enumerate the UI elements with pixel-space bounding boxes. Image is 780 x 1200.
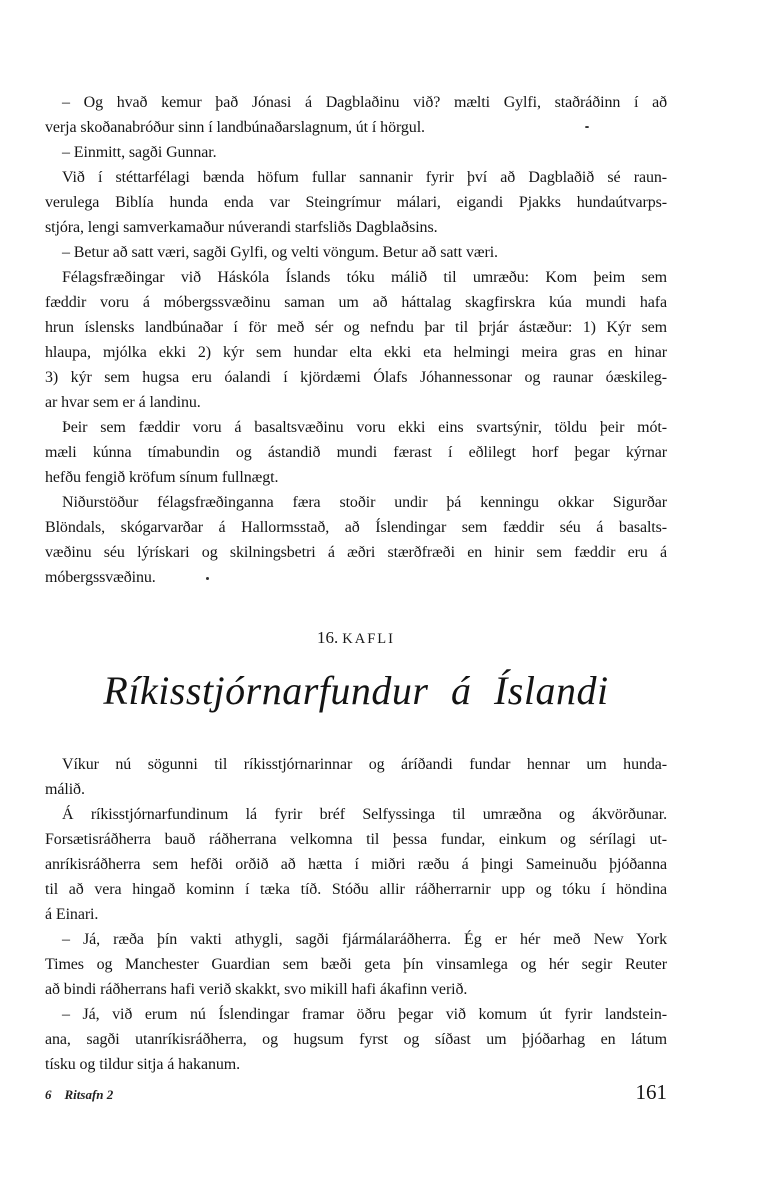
text-line: anríkisráðherra sem hefði orðið að hætta í miðri ræðu á þingi Sameinuðu þjóðanna [45,856,667,873]
text-line: Við í stéttarfélagi bænda höfum fullar sannanir fyrir því að Dagblaðið sé raun- [62,169,667,186]
text-line: að bindi ráðherrans hafi verið skakkt, svo mikill hafi ákafinn verið. [45,981,468,998]
text-line: verulega Biblía hunda enda var Steingrímur málari, eigandi Pjakks hundaútvarps- [45,194,667,211]
text-line: 3) kýr sem hugsa eru óalandi í kjördæmi Ólafs Jóhannessonar og raunar óæskileg- [45,369,667,386]
text-line: tísku og tildur sitja á hakanum. [45,1056,240,1073]
text-line: Þeir sem fæddir voru á basaltsvæðinu voru ekki eins svartsýnir, töldu þeir mót- [62,419,667,436]
body-text-top [45,90,667,590]
page-number: 161 [635,1080,667,1104]
text-line: fæddir voru á móbergssvæðinu saman um að háttalag skagfirskra kúa mundi hafa [45,294,667,311]
chapter-number: 16. [317,628,339,647]
text-line: málið. [45,781,85,798]
text-line: Blöndals, skógarvarðar á Hallormsstað, að Íslendingar sem fæddir séu á basalts- [45,519,667,536]
text-line: væðinu séu lýrískari og skilningsbetri á æðri stærðfræði en hinir sem fæddir eru á [45,544,667,561]
text-line: hrun íslensks landbúnaðar í för með sér og nefndu þar til þrjár ástæður: 1) Kýr sem [45,319,667,336]
body-text-bottom [45,752,667,1077]
text-line: Víkur nú sögunni til ríkisstjórnarinnar og áríðandi fundar hennar um hunda- [62,756,667,773]
text-line: til að vera hingað kominn í tæka tíð. Stóðu allir ráðherrarnir upp og tóku í höndina [45,881,667,898]
text-line: – Betur að satt væri, sagði Gylfi, og velti vöngum. Betur að satt væri. [62,244,498,261]
signature-mark: 6 [45,1087,52,1102]
text-line: mæli kúnna tímabundin og ástandið mundi færast í eðlilegt horf þegar kýrnar [45,444,667,461]
scan-speck [585,126,589,128]
text-line: ar hvar sem er á landinu. [45,394,201,411]
text-line: – Já, við erum nú Íslendingar framar öðru þegar við komum út fyrir landstein- [62,1006,667,1023]
chapter-title: Ríkisstjórnarfundur á Íslandi [103,668,609,713]
text-line: Á ríkisstjórnarfundinum lá fyrir bréf Selfyssinga til umræðna og ákvörðunar. [62,806,667,823]
text-line: móbergssvæðinu. [45,569,156,586]
chapter-label: KAFLI [342,631,395,647]
text-line: Félagsfræðingar við Háskóla Íslands tóku málið til umræðu: Kom þeim sem [62,269,667,286]
text-line: hefðu fengið kröfum sínum fullnægt. [45,469,279,486]
text-line: á Einari. [45,906,99,923]
text-line: – Og hvað kemur það Jónasi á Dagblaðinu við? mælti Gylfi, staðráðinn í að [62,94,667,111]
text-line: Niðurstöður félagsfræðinganna færa stoðir undir þá kenningu okkar Sigurðar [62,494,667,511]
scan-speck [206,577,209,580]
chapter-kicker [45,628,667,648]
text-line: Forsætisráðherra bauð ráðherrana velkomna til þessa fundar, einkum og sérílagi ut- [45,831,667,848]
running-title [45,1087,113,1103]
text-line: – Já, ræða þín vakti athygli, sagði fjármálaráðherra. Ég er hér með New York [62,931,667,948]
text-line: verja skoðanabróður sinn í landbúnaðarslagnum, út í hörgul. [45,119,425,136]
footer [45,1080,667,1105]
text-line: – Einmitt, sagði Gunnar. [62,144,217,161]
text-line: ana, sagði utanríkisráðherra, og hugsum fyrst og síðast um þjóðarhag en látum [45,1031,667,1048]
text-line: Times og Manchester Guardian sem bæði geta þín vinsamlega og hér segir Reuter [45,956,667,973]
text-line: stjóra, lengi samverkamaður núverandi starfsliðs Dagblaðsins. [45,219,438,236]
running-title-text: Ritsafn 2 [64,1087,114,1102]
text-line: hlaupa, mjólka ekki 2) kýr sem hundar elta ekki eta helmingi meira gras en hinar [45,344,667,361]
